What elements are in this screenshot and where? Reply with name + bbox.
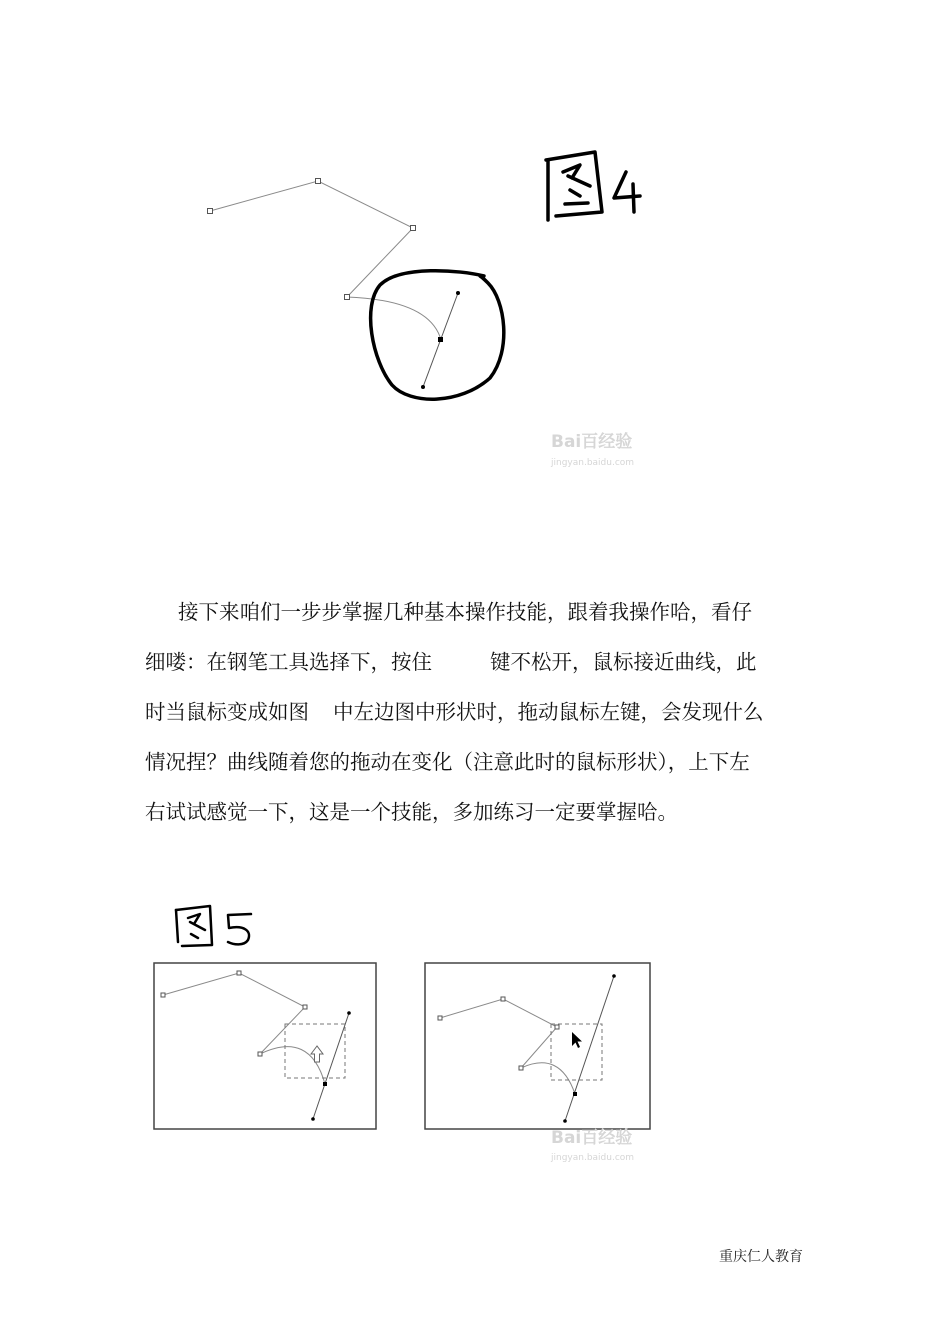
paragraph-text: 时当鼠标变成如图 xyxy=(145,700,309,724)
hand-drawn-circle xyxy=(371,271,504,400)
handle-point xyxy=(421,385,425,389)
paragraph-text: 键不松开，鼠标接近曲线，此 xyxy=(490,650,757,674)
selected-anchor xyxy=(438,337,443,342)
body-paragraph xyxy=(145,587,810,837)
footer-text: 重庆仁人教育 xyxy=(719,1249,803,1265)
paragraph-line: 右试试感觉一下，这是一个技能，多加练习一定要掌握哈。 xyxy=(145,800,678,824)
figure-5-label-text: 图5 xyxy=(200,930,202,931)
figure-4-label-text: 图4 xyxy=(594,196,596,197)
watermark-url: jingyan.baidu.com xyxy=(551,458,635,468)
paragraph-line: 情况捏？曲线随着您的拖动在变化（注意此时的鼠标形状），上下左 xyxy=(145,750,750,774)
watermark-url: jingyan.baidu.com xyxy=(551,1153,635,1163)
handle-point xyxy=(456,291,460,295)
figure-4 xyxy=(0,0,950,500)
paragraph-line: 接下来咱们一步步掌握几种基本操作技能，跟着我操作哈，看仔 xyxy=(178,600,752,624)
pen-path xyxy=(210,181,458,387)
figure-5-label xyxy=(176,906,251,946)
figure-5-right-panel xyxy=(425,963,650,1129)
watermark xyxy=(550,1127,634,1163)
paragraph-line xyxy=(145,637,810,687)
watermark-brand: Bai百经验 xyxy=(551,432,633,452)
watermark-brand: Bai百经验 xyxy=(551,1128,633,1148)
figure-5 xyxy=(0,890,950,1180)
figure-4-label xyxy=(546,152,640,220)
watermark xyxy=(550,431,634,468)
paragraph-text: 中左边图中形状时，拖动鼠标左键，会发现什么 xyxy=(333,700,764,724)
figure-5-left-panel xyxy=(154,963,376,1129)
paragraph-line xyxy=(145,687,810,737)
paragraph-text: 细喽：在钢笔工具选择下，按住 xyxy=(145,650,432,674)
